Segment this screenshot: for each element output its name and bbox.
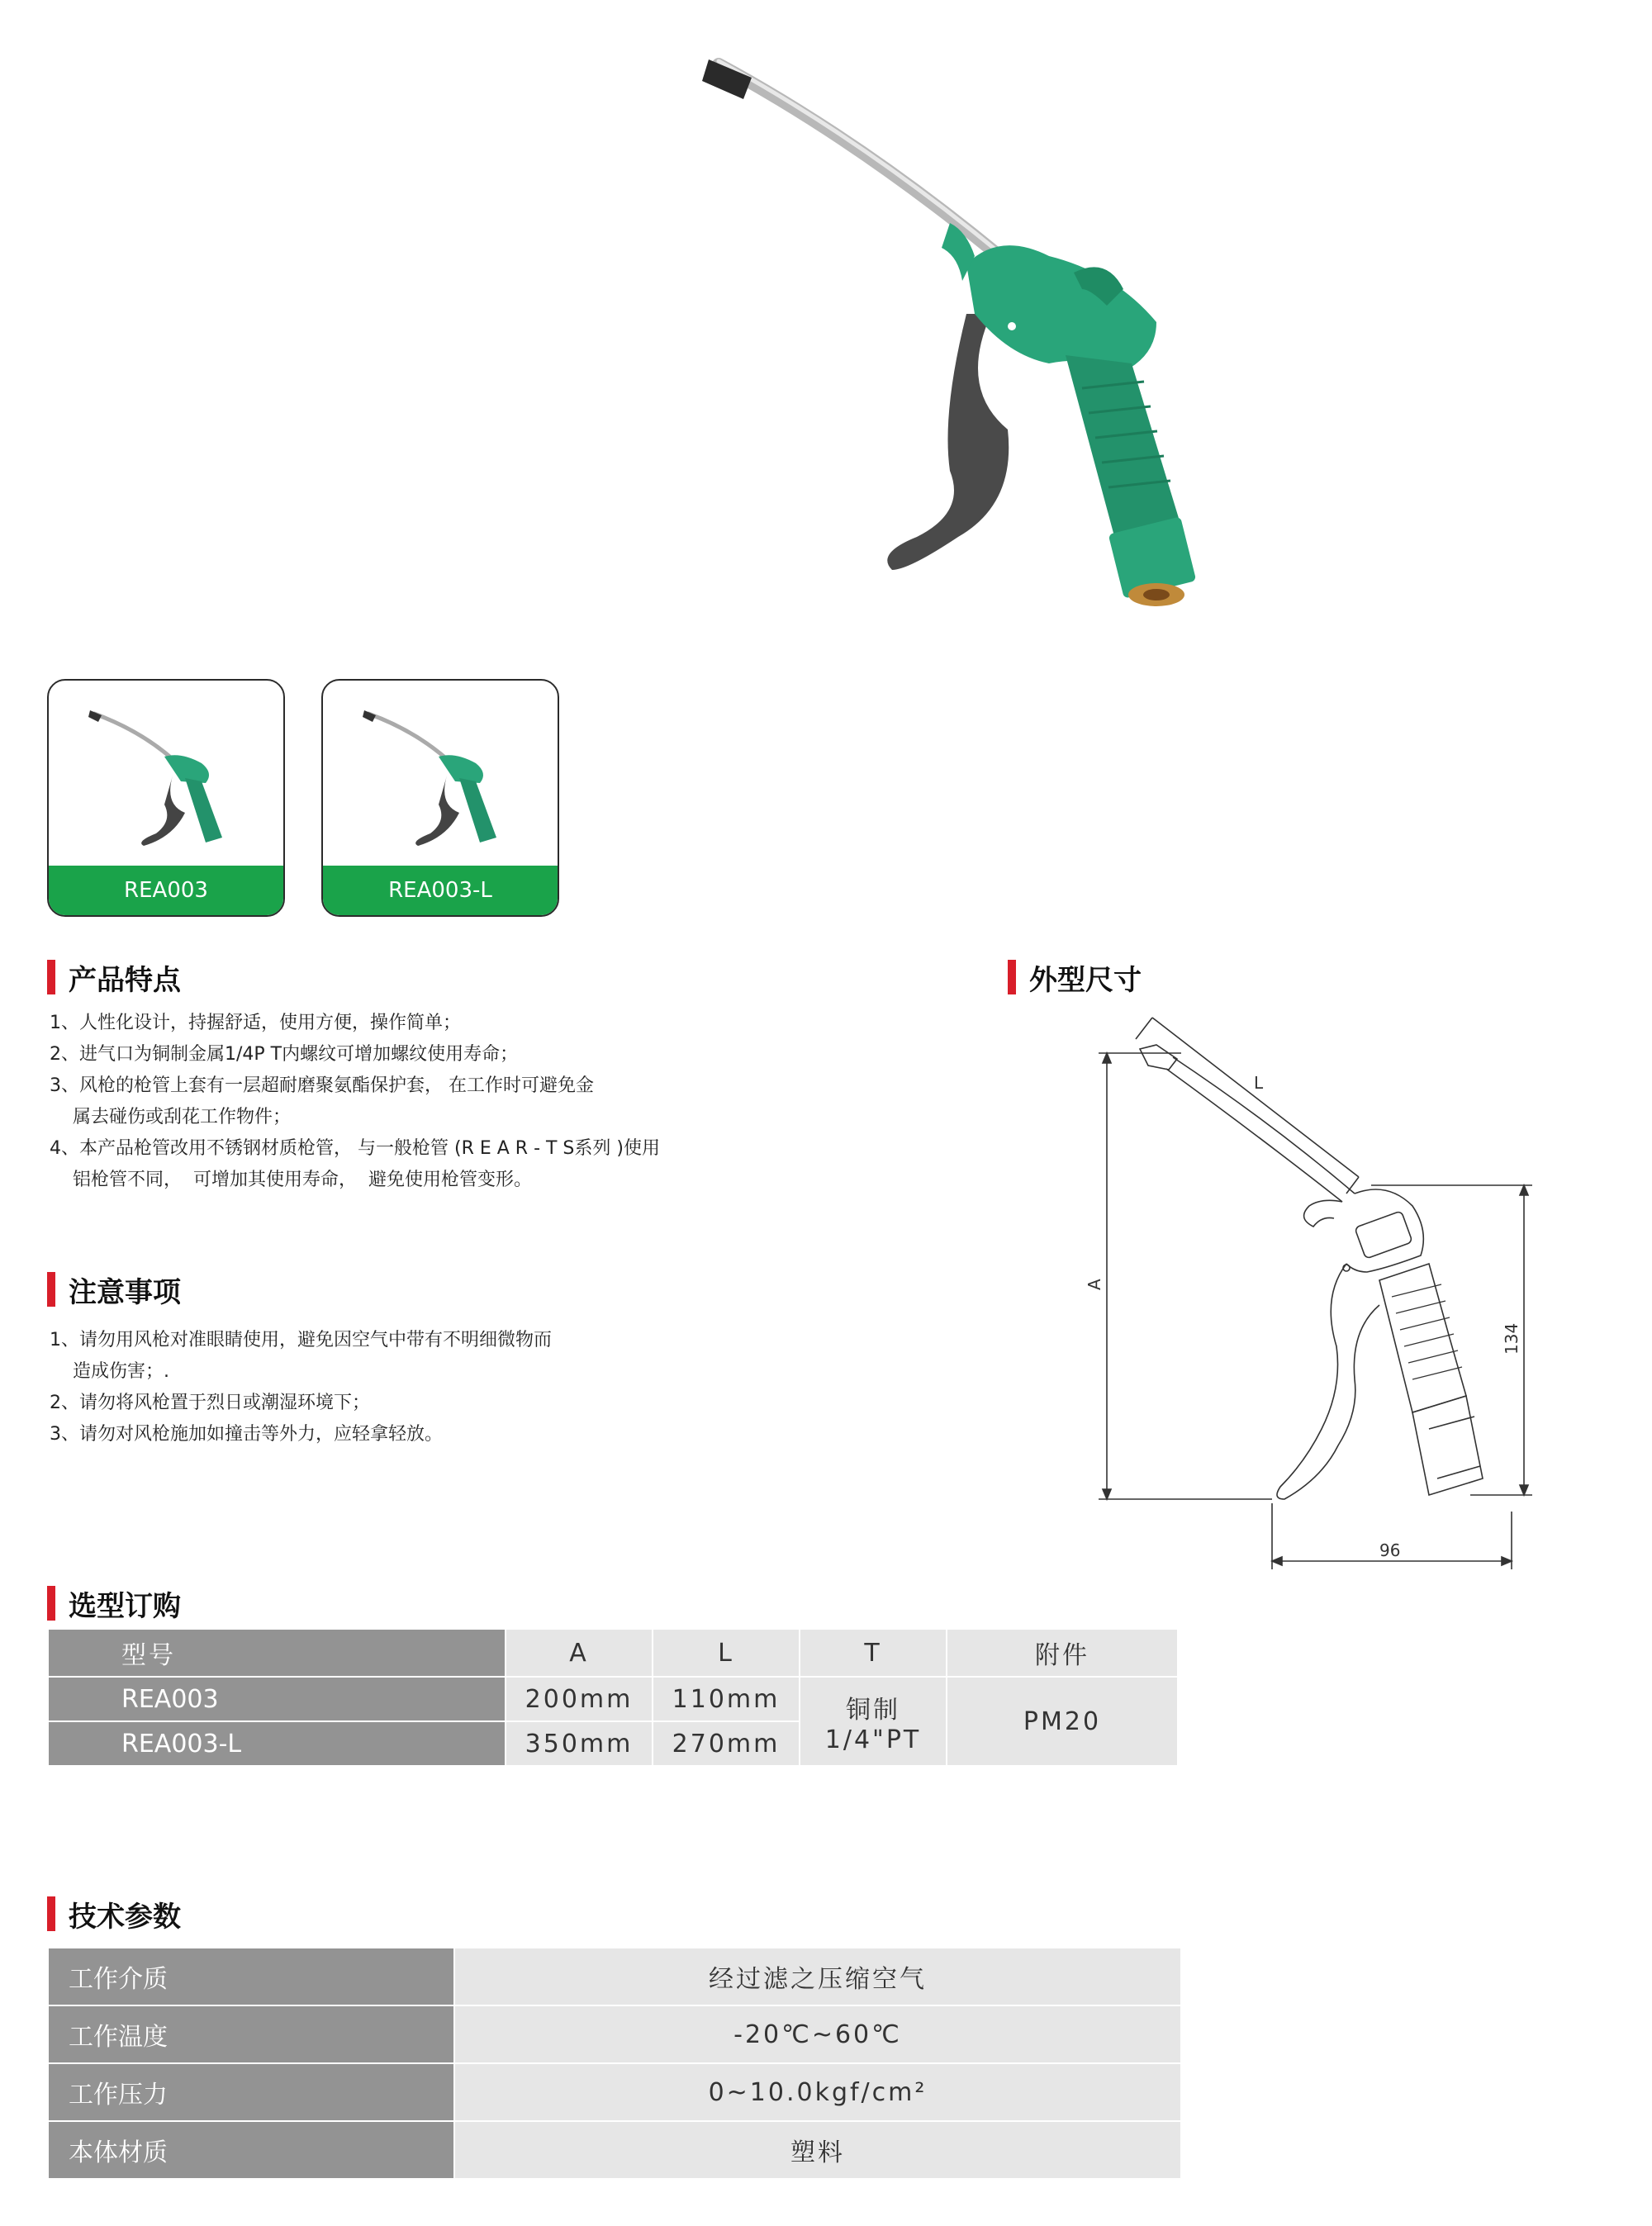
table-cell-t <box>800 1677 947 1766</box>
air-blow-gun-icon <box>702 59 1196 606</box>
section-marker <box>1008 960 1016 994</box>
list-item: 铝枪管不同， 可增加其使用寿命， 避免使用枪管变形。 <box>50 1170 532 1190</box>
section-marker <box>47 1272 55 1307</box>
product-photo <box>694 41 1256 636</box>
features-list <box>50 1008 660 1196</box>
list-item: 属去碰伤或刮花工作物件； <box>50 1107 291 1127</box>
tech-table <box>47 1947 1182 2180</box>
ordering-table <box>47 1628 1179 1767</box>
tech-value: 0~10.0kgf/cm² <box>454 2063 1181 2121</box>
tech-label: 本体材质 <box>48 2121 454 2179</box>
section-title: 选型订购 <box>69 1589 181 1623</box>
table-header-a: A <box>506 1629 653 1677</box>
tech-value: 经过滤之压缩空气 <box>454 1948 1181 2005</box>
table-cell-t-line2: 1/4"PT <box>824 1725 922 1754</box>
thumbnail-rea003-l[interactable] <box>321 679 559 917</box>
section-marker <box>47 1896 55 1931</box>
list-item: 2、进气口为铜制金属1/4P T内螺纹可增加螺纹使用寿命； <box>50 1044 519 1065</box>
section-title: 产品特点 <box>69 963 181 997</box>
features-section-title <box>47 958 181 996</box>
air-blow-gun-icon <box>363 710 496 846</box>
tech-label: 工作压力 <box>48 2063 454 2121</box>
list-item: 1、人性化设计，持握舒适，使用方便，操作简单； <box>50 1013 461 1033</box>
list-item: 造成伤害；. <box>50 1361 169 1382</box>
tech-label: 工作介质 <box>48 1948 454 2005</box>
list-item: 2、请勿将风枪置于烈日或潮湿环境下； <box>50 1393 370 1413</box>
table-row <box>48 1677 1178 1721</box>
table-header-accessory: 附件 <box>947 1629 1178 1677</box>
list-item: 3、请勿对风枪施加如撞击等外力，应轻拿轻放。 <box>50 1424 443 1445</box>
section-marker <box>47 960 55 994</box>
notes-list <box>50 1325 552 1450</box>
tech-value: -20℃~60℃ <box>454 2005 1181 2063</box>
tech-section-title <box>47 1895 181 1933</box>
dimension-drawing <box>1074 999 1569 1594</box>
table-header-model: 型号 <box>48 1629 506 1677</box>
table-header-l: L <box>653 1629 800 1677</box>
ordering-section-title <box>47 1584 181 1622</box>
tech-value: 塑料 <box>454 2121 1181 2179</box>
thumbnail-label: REA003 <box>49 866 283 915</box>
air-blow-gun-icon <box>88 710 222 846</box>
list-item: 3、风枪的枪管上套有一层超耐磨聚氨酯保护套， 在工作时可避免金 <box>50 1075 594 1096</box>
section-title: 技术参数 <box>69 1900 181 1934</box>
table-cell-t-line1: 铜制 <box>846 1695 900 1725</box>
table-cell-accessory: PM20 <box>947 1677 1178 1766</box>
list-item: 1、请勿用风枪对准眼睛使用，避免因空气中带有不明细微物而 <box>50 1330 552 1350</box>
dimension-label-96: 96 <box>1379 1540 1401 1560</box>
table-row <box>48 2121 1181 2179</box>
thumbnail-label: REA003-L <box>323 866 558 915</box>
table-cell-model: REA003-L <box>48 1721 506 1766</box>
section-title: 外型尺寸 <box>1029 963 1142 997</box>
table-row <box>48 1948 1181 2005</box>
table-header-t: T <box>800 1629 947 1677</box>
list-item: 4、本产品枪管改用不锈钢材质枪管， 与一般枪管 (R E A R - T S系列 )使用 <box>50 1138 660 1159</box>
section-title: 注意事项 <box>69 1275 181 1309</box>
dimensions-section-title <box>1008 958 1142 996</box>
dimension-label-a: A <box>1085 1279 1104 1290</box>
table-row <box>48 2063 1181 2121</box>
table-cell-l: 270mm <box>653 1721 800 1766</box>
table-row <box>48 2005 1181 2063</box>
section-marker <box>47 1586 55 1621</box>
tech-label: 工作温度 <box>48 2005 454 2063</box>
thumbnail-rea003[interactable] <box>47 679 285 917</box>
table-cell-model: REA003 <box>48 1677 506 1721</box>
table-cell-a: 200mm <box>506 1677 653 1721</box>
table-cell-l: 110mm <box>653 1677 800 1721</box>
dimension-label-134: 134 <box>1502 1322 1521 1355</box>
table-cell-a: 350mm <box>506 1721 653 1766</box>
notes-section-title <box>47 1270 181 1308</box>
dimension-label-l: L <box>1254 1073 1264 1093</box>
